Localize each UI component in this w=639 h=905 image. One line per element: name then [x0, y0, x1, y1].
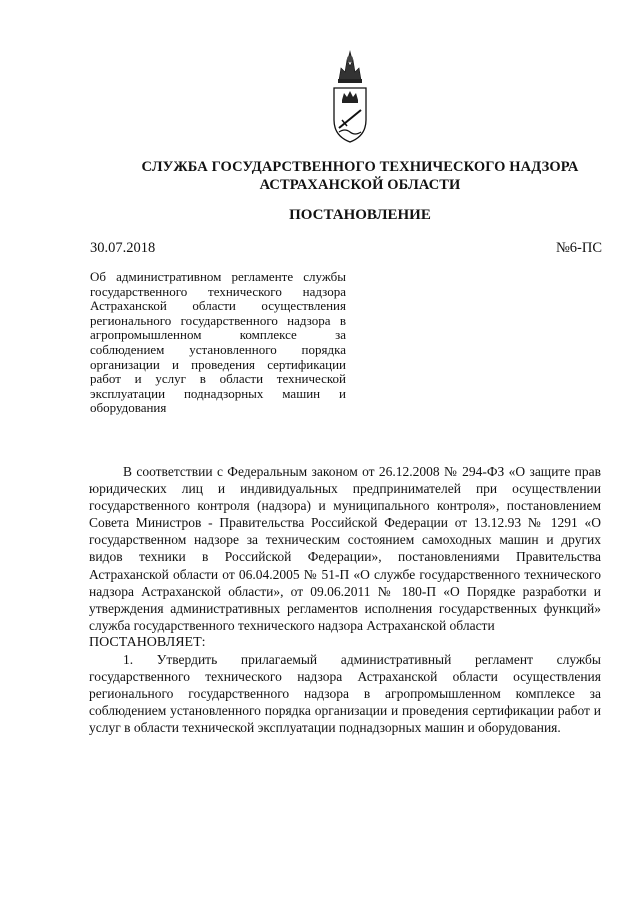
resolve-heading: ПОСТАНОВЛЯЕТ: [89, 634, 206, 650]
resolution-item-1: 1. Утвердить прилагаемый административный регламент службы государственного технического надзора Астраханской области осуществления регионального государственного надзора в агропромышленном комплексе за соблюдением установленного порядка организации и проведения сертификации работ и услуг в области технической эксплуатации поднадзорных машин и оборудования. [89, 652, 601, 736]
organization-name-line1: СЛУЖБА ГОСУДАРСТВЕННОГО ТЕХНИЧЕСКОГО НАДЗОРА [141, 159, 579, 175]
preamble-paragraph: В соответствии с Федеральным законом от 26.12.2008 № 294-ФЗ «О защите прав юридических лиц и индивидуальных предпринимателей при осуществлении государственного контроля (надзора) и муниципального контроля», постановлением Совета Министров - Правительства Российской Федерации от 13.12.93 № 1291 «О государственном надзоре за техническим состоянием самоходных машин и других видов техники в Российской Федерации», постановлениями Правительства Астраханской области от 06.04.2005 № 51-П «О службе государственного технического надзора Астраханской области», от 09.06.2011 № 180-П «О Порядке разработки и утверждения административных регламентов исполнения государственных функций» служба государственного технического надзора Астраханской области [89, 464, 601, 633]
document-number: №6-ПС [555, 240, 602, 256]
organization-name-line2: АСТРАХАНСКОЙ ОБЛАСТИ [259, 177, 461, 193]
document-body [89, 463, 601, 737]
document-type: ПОСТАНОВЛЕНИЕ [289, 207, 431, 223]
document-date: 30.07.2018 [90, 240, 156, 256]
astrakhan-coat-of-arms-icon [325, 48, 375, 146]
document-subject: Об административном регламенте службы государственного технического надзора Астраханской области осуществления регионального государственного надзора в агропромышленном комплексе за соблюдением установленного порядка организации и проведения сертификации работ и услуг в области технической эксплуатации поднадзорных машин и оборудования [90, 269, 346, 416]
